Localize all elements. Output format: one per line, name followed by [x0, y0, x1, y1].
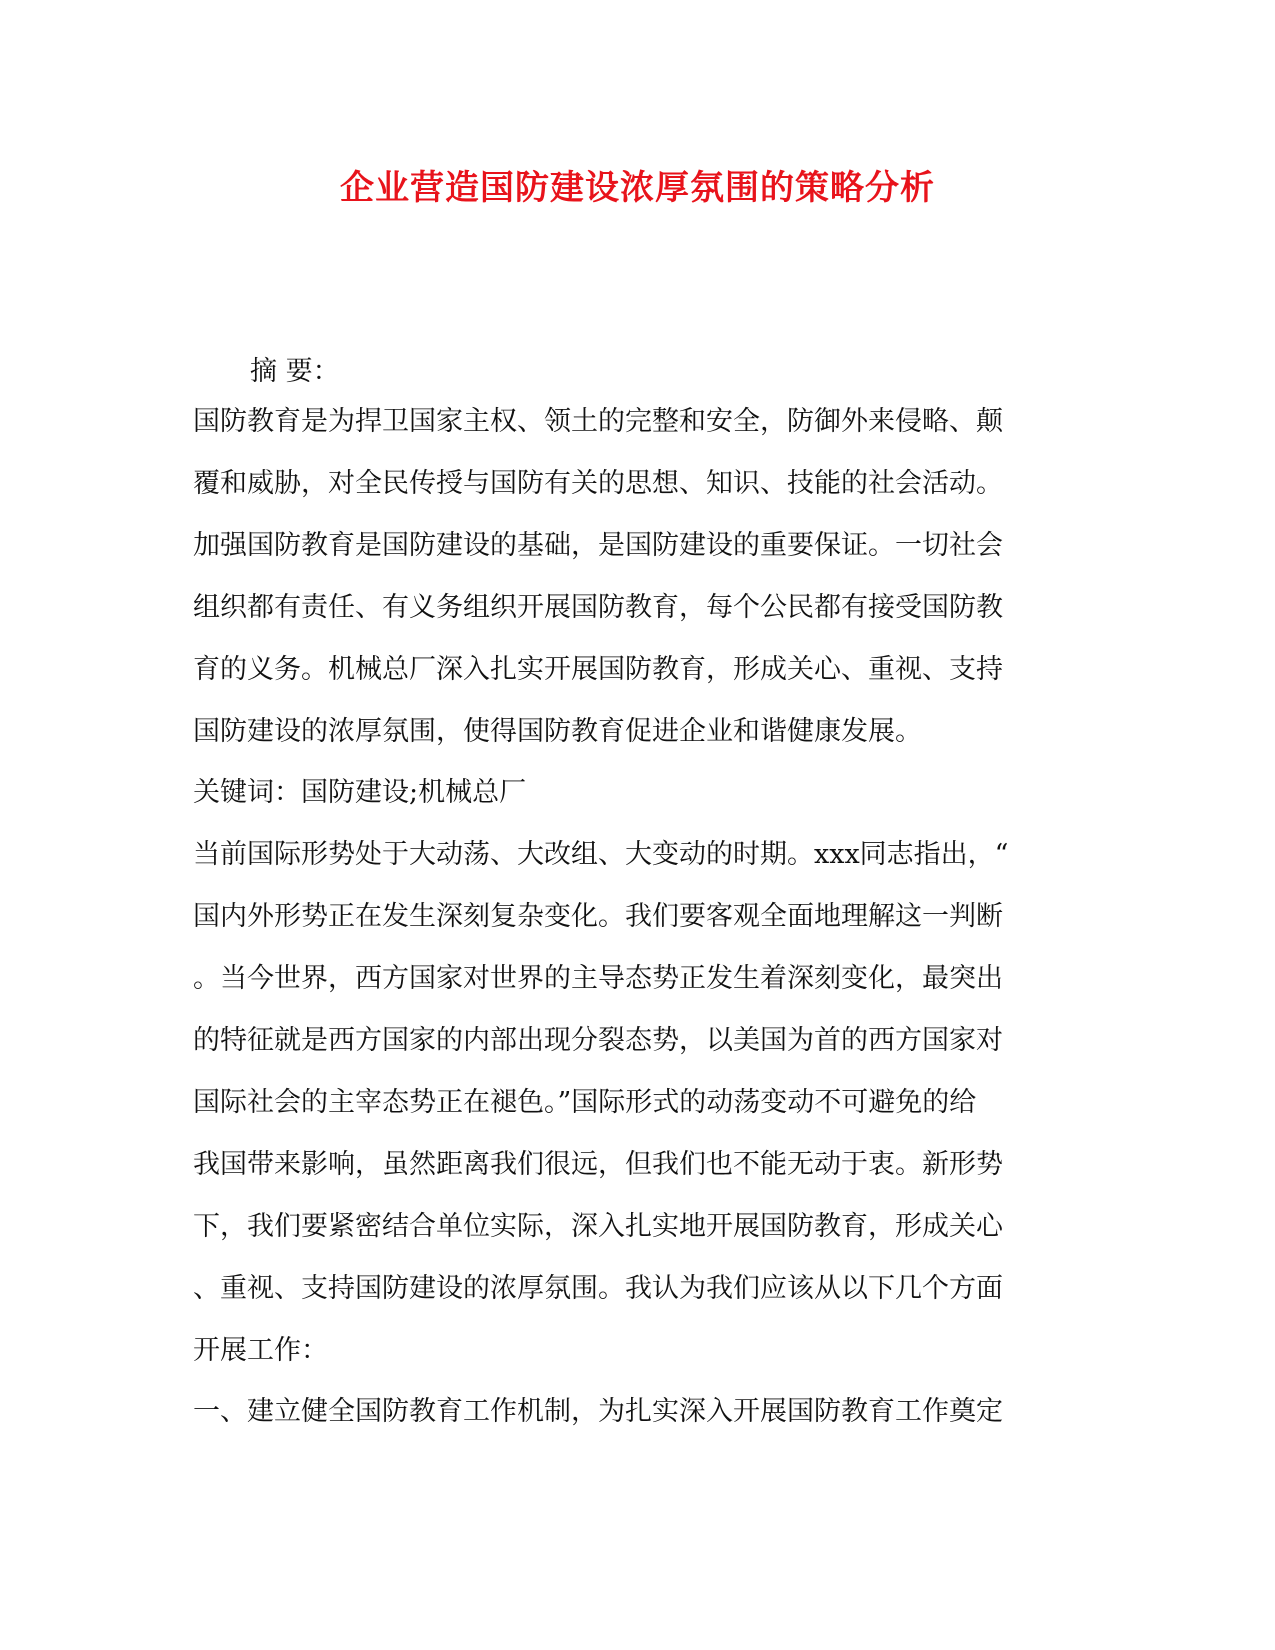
body-line: 国际社会的主宰态势正在褪色。”国际形式的动荡变动不可避免的给	[193, 1087, 977, 1118]
body-line: 开展工作：	[193, 1335, 328, 1366]
body-line: 国防建设的浓厚氛围，使得国防教育促进企业和谐健康发展。	[193, 716, 922, 747]
body-line: 加强国防教育是国防建设的基础，是国防建设的重要保证。一切社会	[193, 530, 1003, 561]
section-heading-line: 一、建立健全国防教育工作机制，为扎实深入开展国防教育工作奠定	[193, 1396, 1003, 1427]
body-line: 国防教育是为捍卫国家主权、领土的完整和安全，防御外来侵略、颠	[193, 406, 1003, 437]
body-line: 、重视、支持国防建设的浓厚氛围。我认为我们应该从以下几个方面	[193, 1273, 1003, 1304]
abstract-label: 摘 要：	[250, 356, 340, 387]
body-line: 。当今世界，西方国家对世界的主导态势正发生着深刻变化，最突出	[193, 963, 1003, 994]
body-line: 育的义务。机械总厂深入扎实开展国防教育，形成关心、重视、支持	[193, 654, 1003, 685]
keywords-line: 关键词：国防建设;机械总厂	[193, 777, 527, 808]
body-line: 当前国际形势处于大动荡、大改组、大变动的时期。xxx同志指出，“	[193, 839, 1009, 870]
body-line: 组织都有责任、有义务组织开展国防教育，每个公民都有接受国防教	[193, 592, 1003, 623]
body-line: 我国带来影响，虽然距离我们很远，但我们也不能无动于衷。新形势	[193, 1149, 1003, 1180]
body-line: 的特征就是西方国家的内部出现分裂态势，以美国为首的西方国家对	[193, 1025, 1003, 1056]
body-line: 下，我们要紧密结合单位实际，深入扎实地开展国防教育，形成关心	[193, 1211, 1003, 1242]
body-line: 国内外形势正在发生深刻复杂变化。我们要客观全面地理解这一判断	[193, 901, 1003, 932]
body-line: 覆和威胁，对全民传授与国防有关的思想、知识、技能的社会活动。	[193, 468, 1003, 499]
document-title: 企业营造国防建设浓厚氛围的策略分析	[340, 168, 935, 208]
